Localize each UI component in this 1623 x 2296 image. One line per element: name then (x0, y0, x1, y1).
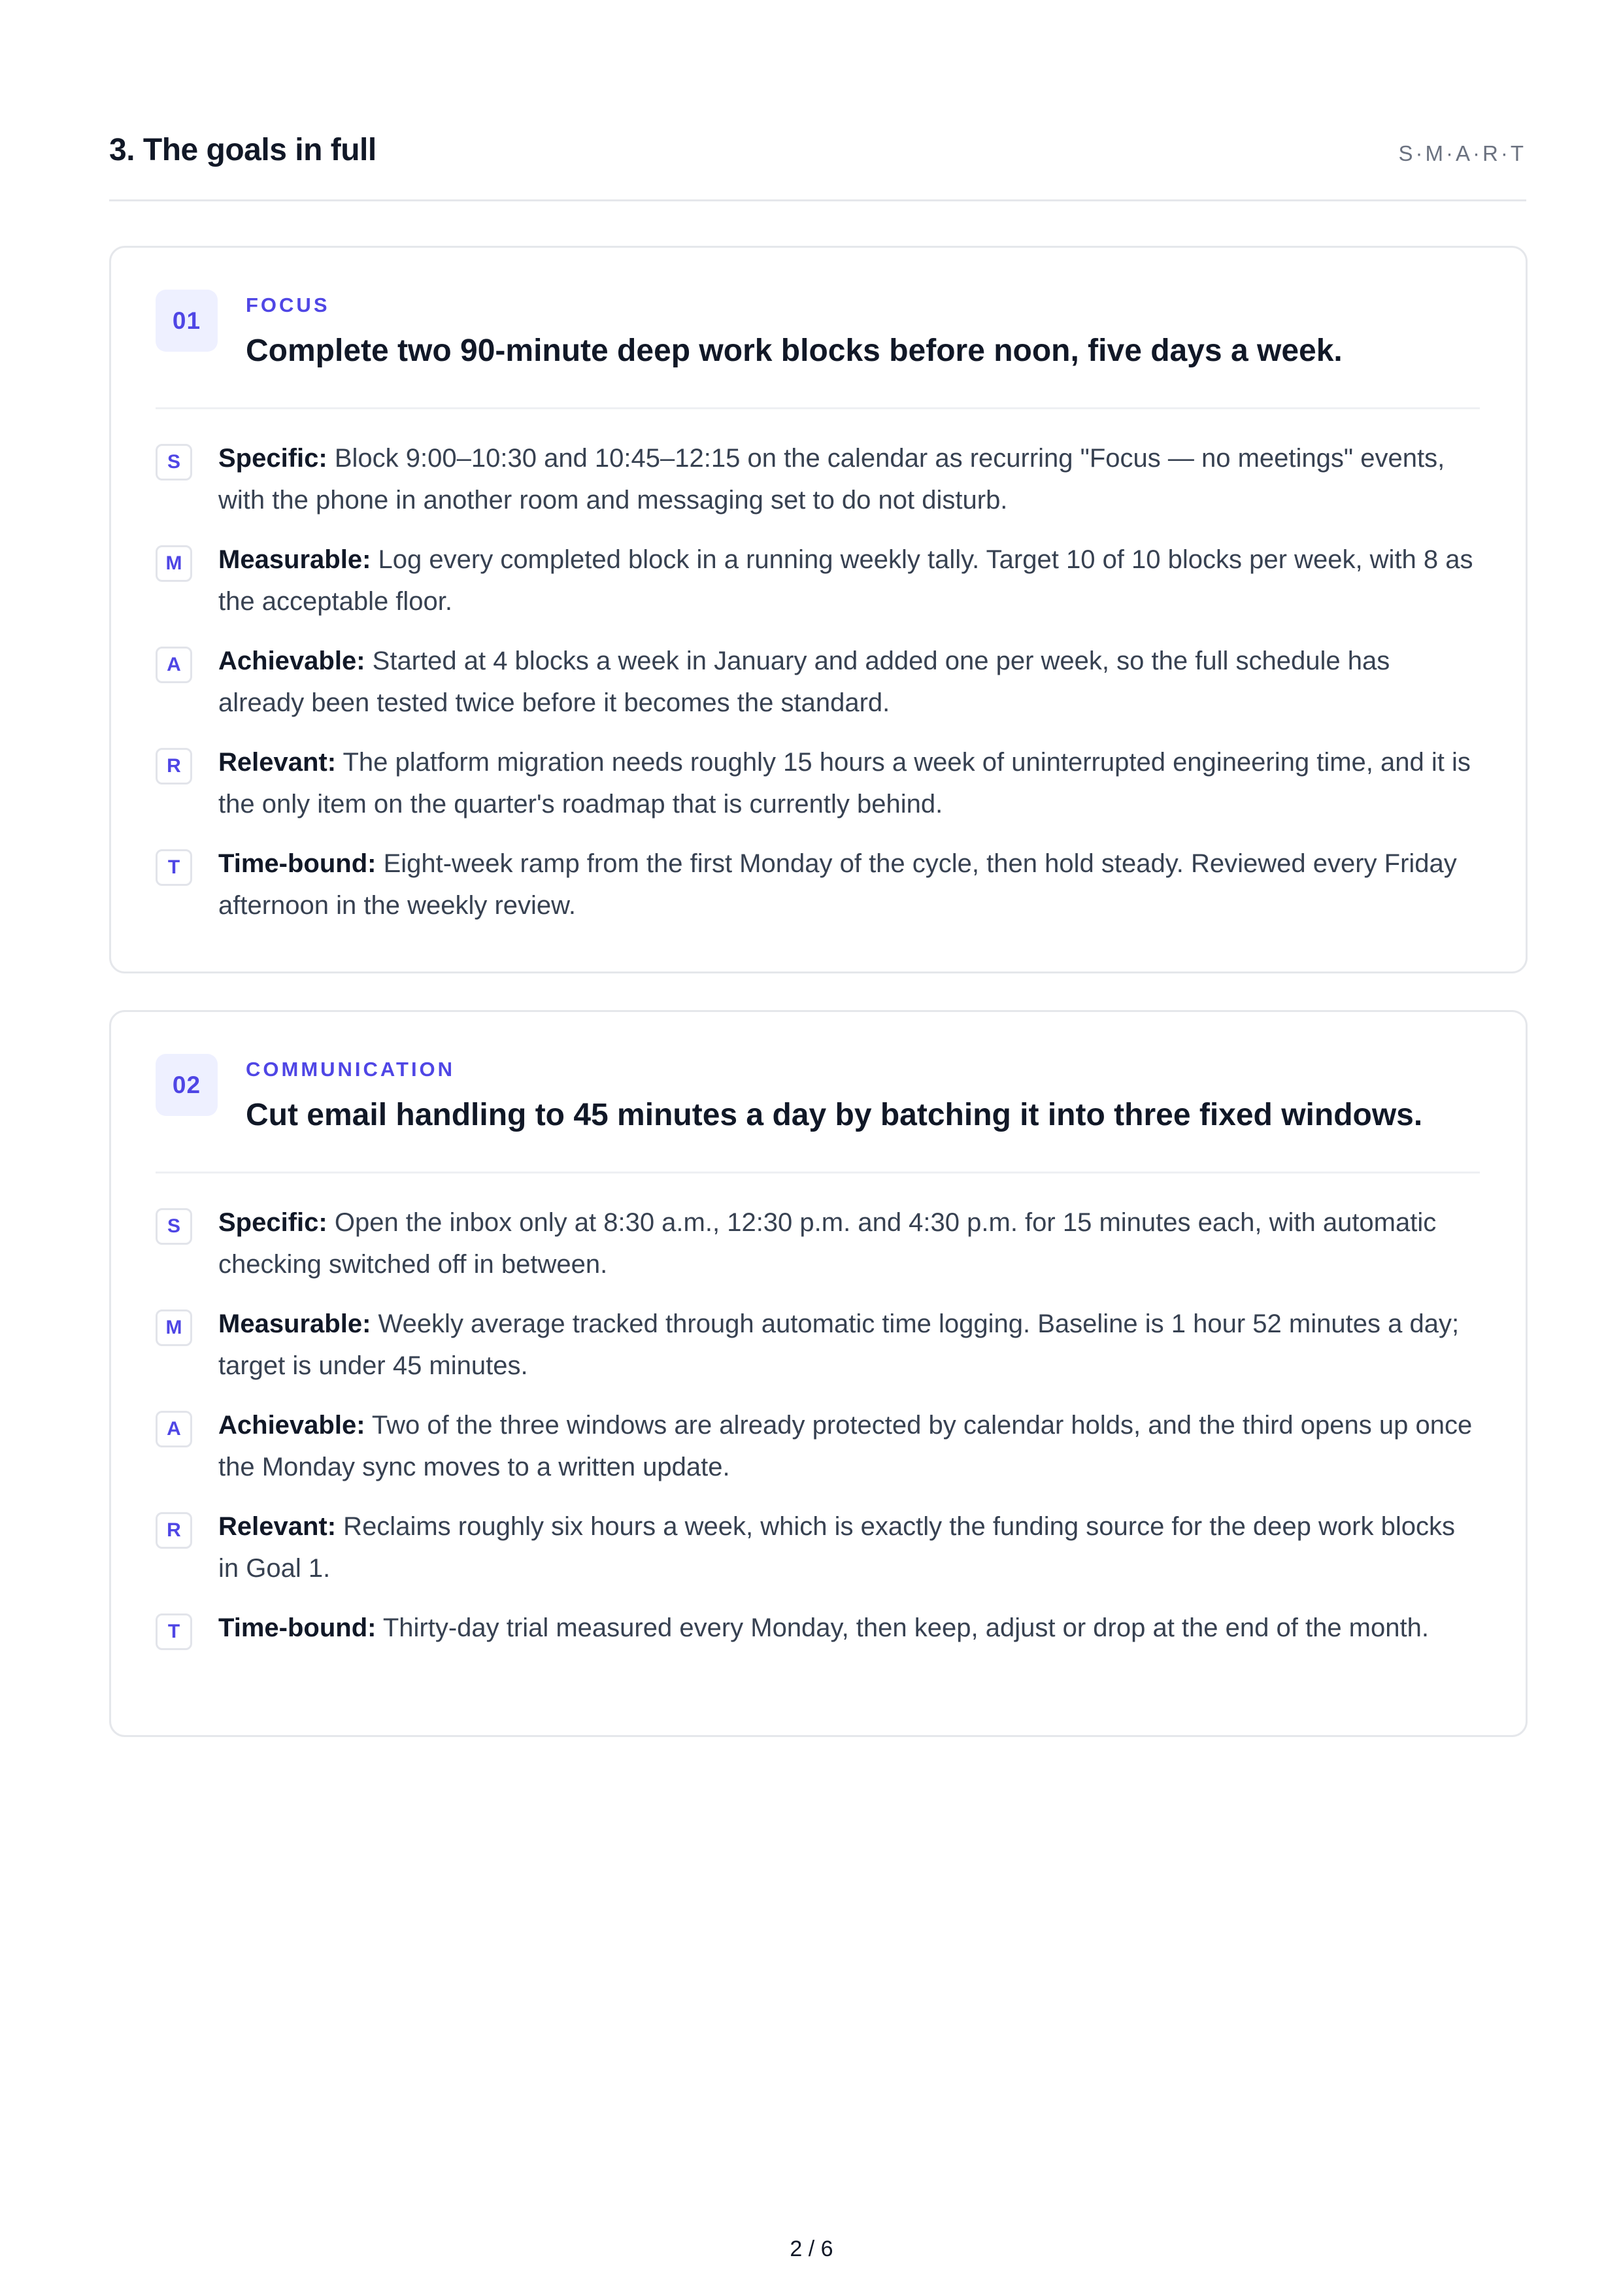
goal-card (109, 246, 1528, 973)
criterion-letter-badge: S (156, 1208, 192, 1245)
criterion-label: Time-bound: (218, 1613, 376, 1642)
criterion-text: Log every completed block in a running weekly tally. Target 10 of 10 blocks per week, with 8 as the acceptable floor. (218, 545, 1473, 616)
criterion-text: The platform migration needs roughly 15 hours a week of uninterrupted engineering time, and it is the only item on the quarter's roadmap that is currently behind. (218, 748, 1471, 819)
criterion-letter-badge: A (156, 1411, 192, 1447)
criterion-text: Two of the three windows are already protected by calendar holds, and the third opens up once the Monday sync moves to a written update. (218, 1411, 1473, 1481)
criterion-letter-badge: M (156, 1309, 192, 1346)
criterion-letter-badge: S (156, 444, 192, 481)
criterion-text: Weekly average tracked through automatic time logging. Baseline is 1 hour 52 minutes a day; target is under 45 minutes. (218, 1309, 1460, 1380)
criterion-label: Achievable: (218, 1411, 365, 1440)
criterion-specific (156, 437, 1482, 539)
criterion-text: Open the inbox only at 8:30 a.m., 12:30 p.m. and 4:30 p.m. for 15 minutes each, with automatic checking switched off in between. (218, 1208, 1437, 1279)
criterion-text: Thirty-day trial measured every Monday, then keep, adjust or drop at the end of the month. (376, 1613, 1429, 1642)
criterion-label: Measurable: (218, 545, 371, 574)
criterion-label: Specific: (218, 1208, 327, 1237)
criterion-label: Specific: (218, 444, 327, 473)
section-header (109, 127, 1526, 201)
goal-category: COMMUNICATION (246, 1058, 456, 1081)
smart-tag: S·M·A·R·T (1398, 141, 1526, 165)
goal-number-badge: 02 (156, 1054, 218, 1116)
goal-title: Cut email handling to 45 minutes a day by batching it into three fixed windows. (246, 1098, 1423, 1132)
divider (156, 407, 1480, 409)
criterion-relevant (156, 741, 1482, 843)
goal-number-badge: 01 (156, 290, 218, 352)
criteria-list (156, 437, 1482, 944)
criterion-letter-badge: A (156, 647, 192, 683)
criterion-specific (156, 1202, 1482, 1303)
criterion-label: Time-bound: (218, 849, 376, 878)
criterion-measurable (156, 1303, 1482, 1404)
criterion-label: Achievable: (218, 647, 365, 675)
criterion-achievable (156, 640, 1482, 741)
criterion-text: Eight-week ramp from the first Monday of the cycle, then hold steady. Reviewed every Friday afternoon in the weekly review. (218, 849, 1457, 920)
criterion-letter-badge: R (156, 1512, 192, 1549)
criterion-measurable (156, 539, 1482, 640)
criterion-label: Measurable: (218, 1309, 371, 1338)
goal-card (109, 1010, 1528, 1737)
criterion-label: Relevant: (218, 1512, 337, 1541)
criterion-letter-badge: R (156, 748, 192, 785)
criterion-label: Relevant: (218, 748, 337, 777)
criterion-time-bound (156, 843, 1482, 944)
criterion-time-bound (156, 1607, 1482, 1708)
criterion-text: Block 9:00–10:30 and 10:45–12:15 on the calendar as recurring "Focus — no meetings" events, with the phone in another room and messaging set to do not disturb. (218, 444, 1445, 515)
criteria-list (156, 1202, 1482, 1708)
criterion-letter-badge: M (156, 545, 192, 582)
goal-category: FOCUS (246, 294, 330, 316)
divider (156, 1172, 1480, 1173)
criterion-text: Started at 4 blocks a week in January and added one per week, so the full schedule has already been tested twice before it becomes the standard. (218, 647, 1390, 717)
criterion-achievable (156, 1404, 1482, 1506)
criterion-letter-badge: T (156, 1613, 192, 1650)
criterion-relevant (156, 1506, 1482, 1607)
section-title: 3. The goals in full (109, 133, 376, 167)
criterion-letter-badge: T (156, 849, 192, 886)
goal-title: Complete two 90-minute deep work blocks before noon, five days a week. (246, 333, 1343, 368)
criterion-text: Reclaims roughly six hours a week, which is exactly the funding source for the deep work blocks in Goal 1. (218, 1512, 1455, 1583)
page-number: 2 / 6 (790, 2237, 833, 2261)
